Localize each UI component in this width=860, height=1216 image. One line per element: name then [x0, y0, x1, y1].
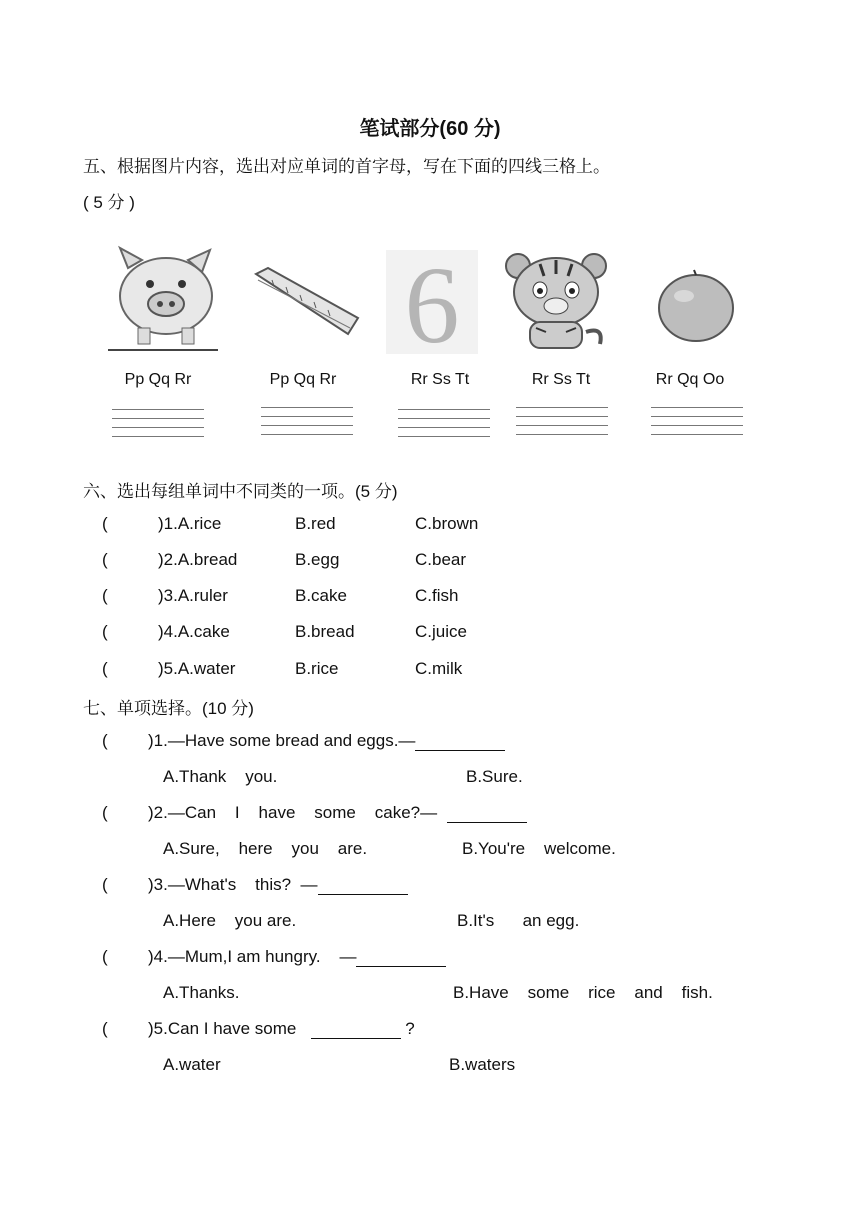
option-b: B.cake	[295, 586, 347, 605]
option-b: B.It's an egg.	[457, 911, 580, 930]
option-b: B.red	[295, 514, 336, 533]
option-c: C.juice	[415, 622, 467, 641]
option-a: )2.A.bread	[158, 550, 238, 569]
page-title: 笔试部分(60 分)	[359, 118, 501, 140]
answer-paren[interactable]: (	[102, 803, 108, 822]
option-a: A.Here you are.	[163, 911, 297, 930]
option-a: )3.A.ruler	[158, 586, 228, 605]
option-b: B.Have some rice and fish.	[453, 983, 713, 1002]
writing-lines-3[interactable]	[398, 409, 490, 445]
writing-lines-1[interactable]	[112, 409, 204, 445]
answer-paren[interactable]: (	[102, 586, 108, 605]
answer-blank[interactable]	[415, 732, 505, 751]
answer-paren[interactable]: (	[102, 659, 108, 678]
option-a: )1.A.rice	[158, 514, 222, 533]
answer-paren[interactable]: (	[102, 947, 108, 966]
section-7-heading: 七、单项选择。(10 分)	[83, 699, 254, 718]
question-text: )5.Can I have some ?	[148, 1019, 415, 1038]
option-a: A.Thank you.	[163, 767, 278, 786]
question-text: )2.—Can I have some cake?—	[148, 803, 527, 823]
option-a: A.water	[163, 1055, 221, 1074]
number-six-icon	[386, 250, 478, 354]
option-a: )4.A.cake	[158, 622, 230, 641]
tiger-icon	[500, 248, 612, 354]
answer-paren[interactable]: (	[102, 731, 108, 750]
option-c: C.bear	[415, 550, 467, 569]
question-text: )4.—Mum,I am hungry. —	[148, 947, 446, 967]
option-a: A.Sure, here you are.	[163, 839, 368, 858]
writing-lines-5[interactable]	[651, 407, 743, 443]
answer-paren[interactable]: (	[102, 514, 108, 533]
option-a: A.Thanks.	[163, 983, 240, 1002]
option-c: C.milk	[415, 659, 463, 678]
option-b: B.waters	[449, 1055, 516, 1074]
option-b: B.You're welcome.	[462, 839, 616, 858]
writing-lines-4[interactable]	[516, 407, 608, 443]
orange-icon	[654, 268, 738, 344]
pig-icon	[106, 238, 222, 354]
answer-paren[interactable]: (	[102, 1019, 108, 1038]
answer-paren[interactable]: (	[102, 875, 108, 894]
option-a: )5.A.water	[158, 659, 236, 678]
section-5-points: ( 5 分 )	[83, 193, 135, 212]
option-b: B.rice	[295, 659, 339, 678]
answer-paren[interactable]: (	[102, 550, 108, 569]
letter-options-3: Rr Ss Tt	[410, 371, 470, 388]
option-b: B.Sure.	[466, 767, 523, 786]
letter-options-1: Pp Qq Rr	[124, 371, 192, 388]
question-text: )1.—Have some bread and eggs.—	[148, 731, 505, 751]
letter-options-5: Rr Qq Oo	[655, 371, 725, 388]
svg-text:6: 6	[404, 250, 460, 354]
answer-blank[interactable]	[356, 948, 446, 967]
letter-options-4: Rr Ss Tt	[531, 371, 591, 388]
section-5-heading: 五、根据图片内容，选出对应单词的首字母，写在下面的四线三格上。	[83, 157, 610, 176]
letter-options-2: Pp Qq Rr	[269, 371, 337, 388]
ruler-icon	[252, 262, 362, 342]
section-6-heading: 六、选出每组单词中不同类的一项。(5 分)	[83, 482, 398, 501]
option-b: B.egg	[295, 550, 340, 569]
answer-paren[interactable]: (	[102, 622, 108, 641]
question-text: )3.—What's this? —	[148, 875, 408, 895]
answer-blank[interactable]	[447, 804, 527, 823]
answer-blank[interactable]	[318, 876, 408, 895]
option-c: C.fish	[415, 586, 459, 605]
option-b: B.bread	[295, 622, 355, 641]
writing-lines-2[interactable]	[261, 407, 353, 443]
option-c: C.brown	[415, 514, 479, 533]
answer-blank[interactable]	[311, 1020, 401, 1039]
